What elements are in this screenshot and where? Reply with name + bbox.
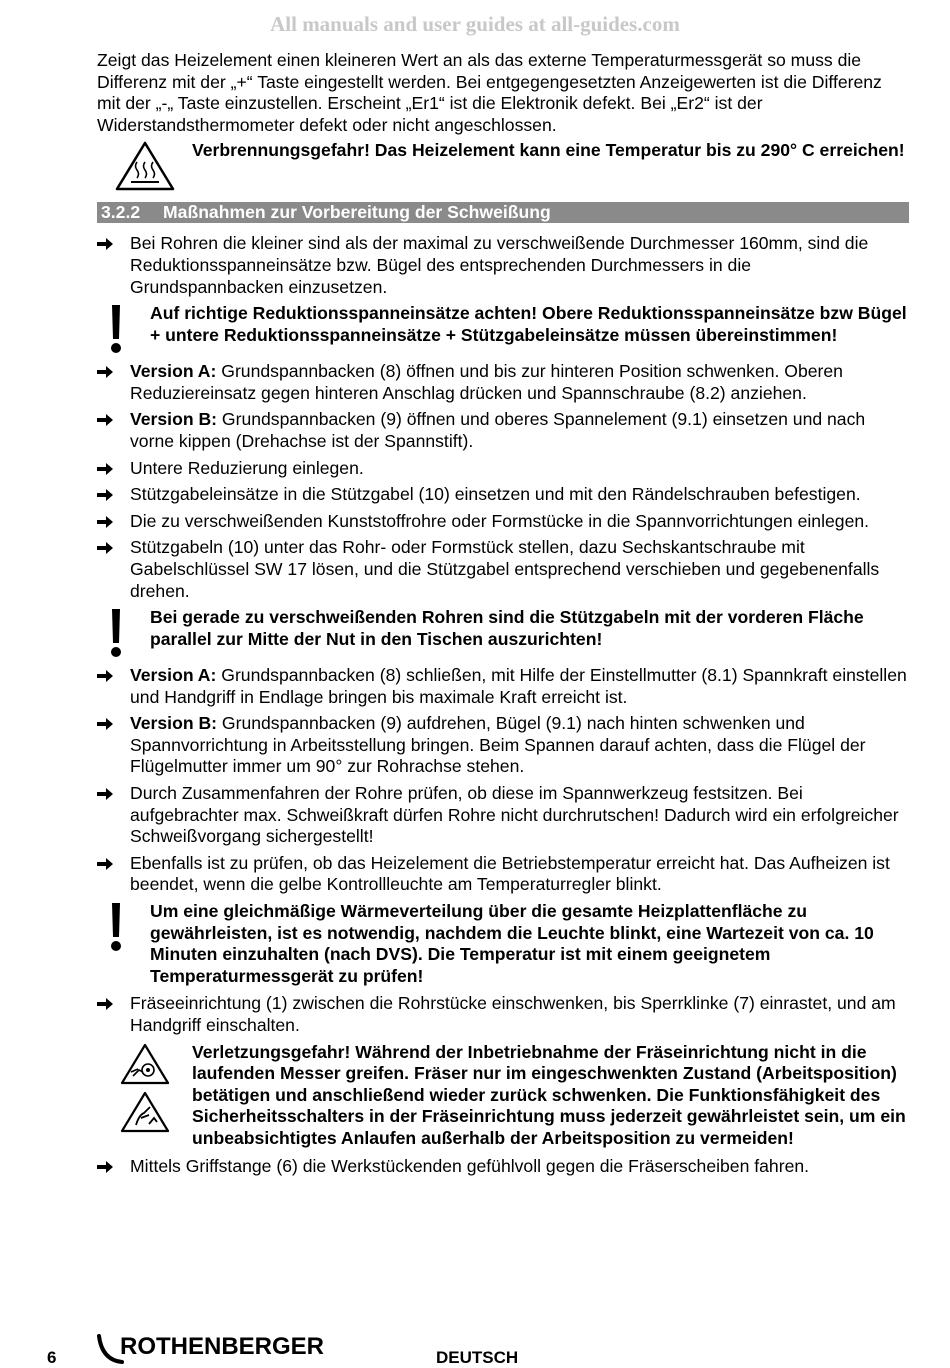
- list-item: [97, 484, 909, 506]
- arrow-icon: [97, 511, 130, 533]
- arrow-icon: [97, 665, 130, 708]
- list-item: [97, 233, 909, 298]
- section-title: Maßnahmen zur Vorbereitung der Schweißung: [163, 202, 551, 223]
- hand-injury-warning-icon: [119, 1090, 171, 1134]
- section-number: 3.2.2: [101, 202, 141, 223]
- hazard-icons: [97, 140, 192, 196]
- watermark: All manuals and user guides at all-guides.com: [270, 12, 680, 36]
- arrow-icon: [97, 713, 130, 778]
- important-note: [97, 607, 909, 659]
- arrow-icon: [97, 993, 130, 1036]
- list-item: [97, 665, 909, 708]
- brand-name: ROTHENBERGER: [120, 1333, 325, 1360]
- exclamation-icon: [97, 901, 150, 987]
- exclamation-icon: [97, 303, 150, 355]
- list-item-text: [130, 665, 909, 708]
- list-item-text: [130, 361, 909, 404]
- injury-warning-text: Verletzungsgefahr! Während der Inbetriebnahme der Fräseinrichtung nicht in die laufenden Messer greifen. Fräser nur im eingeschwenkten Zustand (Arbeitsposition) betätigen und anschließend wieder zurück schwenken. Die Funktionsfähigkeit des Sicherheitsschalters in der Fräseinrichtung muss jederzeit gewährleistet sein, um ein unbeabsichtigtes Anlaufen außerhalb der Arbeitsposition zu vermeiden!: [192, 1041, 906, 1148]
- list-item-text: Durch Zusammenfahren der Rohre prüfen, ob diese im Spannwerkzeug festsitzen. Bei aufgebrachter max. Schweißkraft dürfen Rohre nicht durchrutschen! Dadurch wird ein erfolgreicher Schweißvorgang sichergestellt!: [130, 783, 899, 847]
- list-item: [97, 537, 909, 602]
- list-item-text: Stützgabeleinsätze in die Stützgabel (10) einsetzen und mit den Rändelschrauben befestigen.: [130, 484, 861, 505]
- burn-warning-text: Verbrennungsgefahr! Das Heizelement kann eine Temperatur bis zu 290° C erreichen!: [192, 140, 905, 161]
- list-item-body: Grundspannbacken (9) öffnen und oberes Spannelement (9.1) einsetzen und nach vorne kippen (Drehachse ist der Spannstift).: [130, 409, 866, 451]
- list-item-text: [130, 713, 909, 778]
- burn-warning: [97, 140, 909, 196]
- list-item: [97, 361, 909, 404]
- list-item: [97, 713, 909, 778]
- list-item: [97, 1156, 909, 1178]
- exclamation-icon: [97, 607, 150, 659]
- rothenberger-logo: [96, 1330, 356, 1366]
- arrow-icon: [97, 458, 130, 480]
- section-heading: [97, 202, 909, 223]
- important-note: [97, 901, 909, 987]
- arrow-icon: [97, 361, 130, 404]
- version-label: Version B:: [130, 713, 218, 734]
- list-item: [97, 511, 909, 533]
- language-label: DEUTSCH: [436, 1348, 519, 1367]
- note-text: Um eine gleichmäßige Wärmeverteilung über die gesamte Heizplattenfläche zu gewährleisten, ist es notwendig, nachdem die Leuchte blinkt, eine Wartezeit von ca. 10 Minuten einzuhalten (nach DVS). Die Temperatur ist mit einem geeignetem Temperaturmessgerät zu prüfen!: [150, 901, 874, 986]
- arrow-icon: [97, 233, 130, 298]
- list-item-body: Grundspannbacken (8) schließen, mit Hilfe der Einstellmutter (8.1) Spannkraft einstellen und Handgriff in Endlage bringen bis maximale Kraft erreicht ist.: [130, 665, 907, 707]
- version-label: Version A:: [130, 665, 217, 686]
- page-content: [97, 50, 909, 1182]
- hot-surface-warning-icon: [114, 140, 176, 192]
- list-item-text: Fräseeinrichtung (1) zwischen die Rohrstücke einschwenken, bis Sperrklinke (7) einrastet, und am Handgriff einschalten.: [130, 993, 896, 1035]
- list-item-body: Grundspannbacken (8) öffnen und bis zur hinteren Position schwenken. Oberen Reduziereinsatz gegen hinteren Anschlag drücken und Spannschraube (8.2) anziehen.: [130, 361, 843, 403]
- list-item-text: Stützgabeln (10) unter das Rohr- oder Formstück stellen, dazu Sechskantschraube mit Gabelschlüssel SW 17 lösen, und die Stützgabel entsprechend verschieben und gegebenenfalls drehen.: [130, 537, 880, 601]
- note-text: Bei gerade zu verschweißenden Rohren sind die Stützgabeln mit der vorderen Fläche parallel zur Mitte der Nut in den Tischen auszurichten!: [150, 607, 864, 649]
- list-item-text: Die zu verschweißenden Kunststoffrohre oder Formstücke in die Spannvorrichtungen einlegen.: [130, 510, 870, 531]
- list-item: [97, 409, 909, 452]
- arrow-icon: [97, 1156, 130, 1178]
- list-item-text: [130, 409, 909, 452]
- important-note: [97, 303, 909, 355]
- version-label: Version A:: [130, 361, 217, 382]
- list-item-text: Mittels Griffstange (6) die Werkstückenden gefühlvoll gegen die Fräserscheiben fahren.: [130, 1155, 810, 1176]
- list-item-text: Untere Reduzierung einlegen.: [130, 457, 364, 478]
- version-label: Version B:: [130, 409, 218, 430]
- page-number: 6: [47, 1348, 57, 1367]
- list-item-text: Bei Rohren die kleiner sind als der maximal zu verschweißende Durchmesser 160mm, sind die Reduktionsspanneinsätze bzw. Bügel des entsprechenden Durchmessers in die Grundspannbacken einzusetzen.: [130, 233, 869, 297]
- hazard-icons: [97, 1042, 192, 1138]
- page-footer: [0, 1330, 950, 1368]
- list-item: [97, 853, 909, 896]
- arrow-icon: [97, 484, 130, 506]
- arrow-icon: [97, 853, 130, 896]
- note-text: Auf richtige Reduktionsspanneinsätze achten! Obere Reduktionsspanneinsätze bzw Bügel + untere Reduktionsspanneinsätze + Stützgabeleinsätze müssen übereinstimmen!: [150, 303, 907, 345]
- list-item-body: Grundspannbacken (9) aufdrehen, Bügel (9.1) nach hinten schwenken und Spannvorrichtung in Arbeitsstellung bringen. Beim Spannen darauf achten, dass die Flügel der Flügelmutter immer um 90° zur Rohrachse stehen.: [130, 713, 866, 777]
- arrow-icon: [97, 409, 130, 452]
- list-item: [97, 993, 909, 1036]
- intro-paragraph: Zeigt das Heizelement einen kleineren Wert an als das externe Temperaturmessgerät so muss die Differenz mit der „+“ Taste eingestellt werden. Bei entgegengesetzten Anzeigewerten ist die Differenz mit der „-„ Taste einzustellen. Erscheint „Er1“ ist die Elektronik defekt. Bei „Er2“ ist der Widerstandsthermometer defekt oder nicht angeschlossen.: [97, 50, 882, 135]
- arrow-icon: [97, 537, 130, 602]
- list-item: [97, 458, 909, 480]
- rotating-cutter-warning-icon: [119, 1042, 171, 1086]
- arrow-icon: [97, 783, 130, 848]
- injury-warning: [97, 1042, 909, 1150]
- list-item: [97, 783, 909, 848]
- list-item-text: Ebenfalls ist zu prüfen, ob das Heizelement die Betriebstemperatur erreicht hat. Das Aufheizen ist beendet, wenn die gelbe Kontrollleuchte am Temperaturregler blinkt.: [130, 852, 890, 895]
